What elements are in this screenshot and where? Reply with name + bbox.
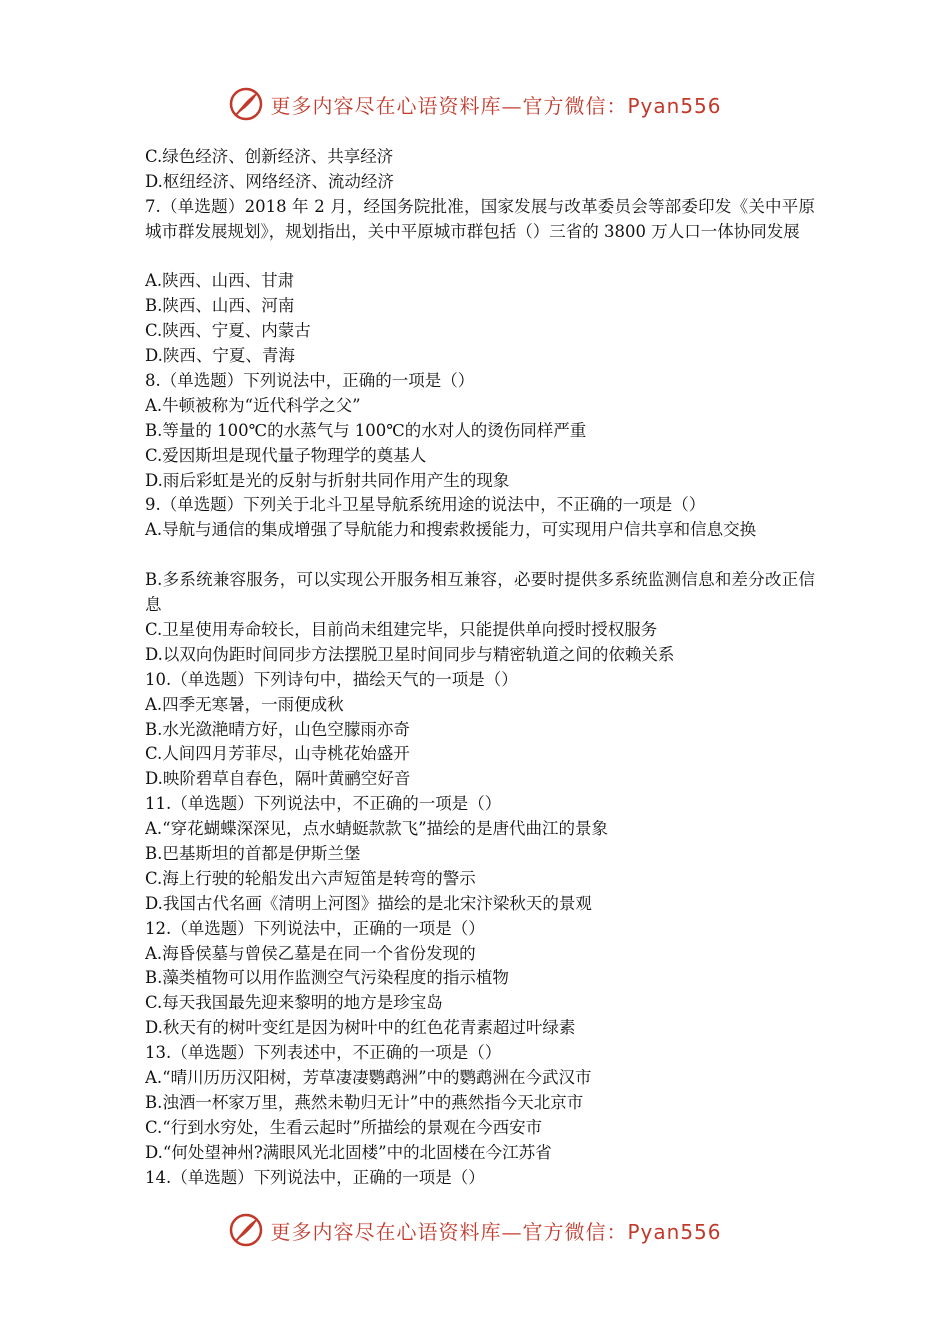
option-line: D.映阶碧草自春色，隔叶黄鹂空好音 [145,769,411,789]
question-12: 12.（单选题）下列说法中，正确的一项是（） [145,918,485,938]
option-line: D.陕西、宁夏、青海 [145,346,295,366]
option-line: B.巴基斯坦的首都是伊斯兰堡 [145,843,361,863]
option-line: C.陕西、宁夏、内蒙古 [145,321,311,341]
option-line: D.我国古代名画《清明上河图》描绘的是北宋汴梁秋天的景观 [145,893,592,913]
quill-logo-icon [228,1212,264,1248]
question-13: 13.（单选题）下列表述中，不正确的一项是（） [145,1043,502,1063]
option-line: D.雨后彩虹是光的反射与折射共同作用产生的现象 [145,470,510,490]
option-line: C.卫星使用寿命较长，目前尚未组建完毕，只能提供单向授时授权服务 [145,619,658,639]
option-line: B.多系统兼容服务，可以实现公开服务相互兼容，必要时提供多系统监测信息和差分改正信息 [145,570,815,615]
option-line: A.陕西、山西、甘肃 [145,271,295,291]
option-line: A.导航与通信的集成增强了导航能力和搜索救援能力，可实现用户信共享和信息交换 [145,520,757,540]
option-line: C.爱因斯坦是现代量子物理学的奠基人 [145,445,427,465]
option-line: D.以双向伪距时间同步方法摆脱卫星时间同步与精密轨道之间的依赖关系 [145,644,675,664]
banner-text: 更多内容尽在心语资料库—官方微信：Pyan556 [270,93,722,118]
option-line: A.“晴川历历汉阳树，芳草凄凄鹦鹉洲”中的鹦鹉洲在今武汉市 [145,1068,592,1087]
option-line: C.“行到水穷处，生看云起时”所描绘的景观在今西安市 [145,1117,543,1137]
option-line: C.每天我国最先迎来黎明的地方是珍宝岛 [145,993,443,1013]
wechat-id: Pyan556 [627,93,722,118]
footer-watermark-banner [0,1210,950,1250]
banner-text: 更多内容尽在心语资料库—官方微信：Pyan556 [270,1219,722,1244]
question-10: 10.（单选题）下列诗句中，描绘天气的一项是（） [145,669,518,689]
question-7: 7.（单选题）2018 年 2 月，经国务院批准，国家发展与改革委员会等部委印发《关中平原城市群发展规划》，规划指出，关中平原城市群包括（）三省的 3800 万人口一体协同发展 [145,196,815,241]
wechat-id: Pyan556 [627,1219,722,1244]
option-line: A.海昏侯墓与曾侯乙墓是在同一个省份发现的 [145,943,476,963]
option-line: D.秋天有的树叶变红是因为树叶中的红色花青素超过叶绿素 [145,1018,576,1038]
option-line: A.四季无寒暑，一雨便成秋 [145,694,344,714]
document-body [145,145,815,1190]
option-line: D.“何处望神州?满眼风光北固楼”中的北固楼在今江苏省 [145,1142,552,1162]
quill-logo-icon [228,86,264,122]
option-line: B.陕西、山西、河南 [145,296,295,316]
option-line: A.牛顿被称为“近代科学之父” [145,395,361,415]
question-8: 8.（单选题）下列说法中，正确的一项是（） [145,371,475,391]
option-line: A.“穿花蝴蝶深深见，点水蜻蜓款款飞”描绘的是唐代曲江的景象 [145,819,609,839]
option-line: C.人间四月芳菲尽，山寺桃花始盛开 [145,744,410,764]
question-11: 11.（单选题）下列说法中，不正确的一项是（） [145,794,502,814]
option-line: B.浊酒一杯家万里，燕然未勒归无计”中的燕然指今天北京市 [145,1092,584,1112]
option-line: B.藻类植物可以用作监测空气污染程度的指示植物 [145,968,509,988]
option-line: B.等量的 100℃的水蒸气与 100℃的水对人的烫伤同样严重 [145,420,587,440]
question-9: 9.（单选题）下列关于北斗卫星导航系统用途的说法中，不正确的一项是（） [145,495,706,515]
option-line: D.枢纽经济、网络经济、流动经济 [145,171,394,191]
header-watermark-banner [0,84,950,124]
question-14: 14.（单选题）下列说法中，正确的一项是（） [145,1167,485,1187]
option-line: C.绿色经济、创新经济、共享经济 [145,147,394,166]
option-line: C.海上行驶的轮船发出六声短笛是转弯的警示 [145,868,476,888]
option-line: B.水光潋滟晴方好，山色空朦雨亦奇 [145,719,410,739]
